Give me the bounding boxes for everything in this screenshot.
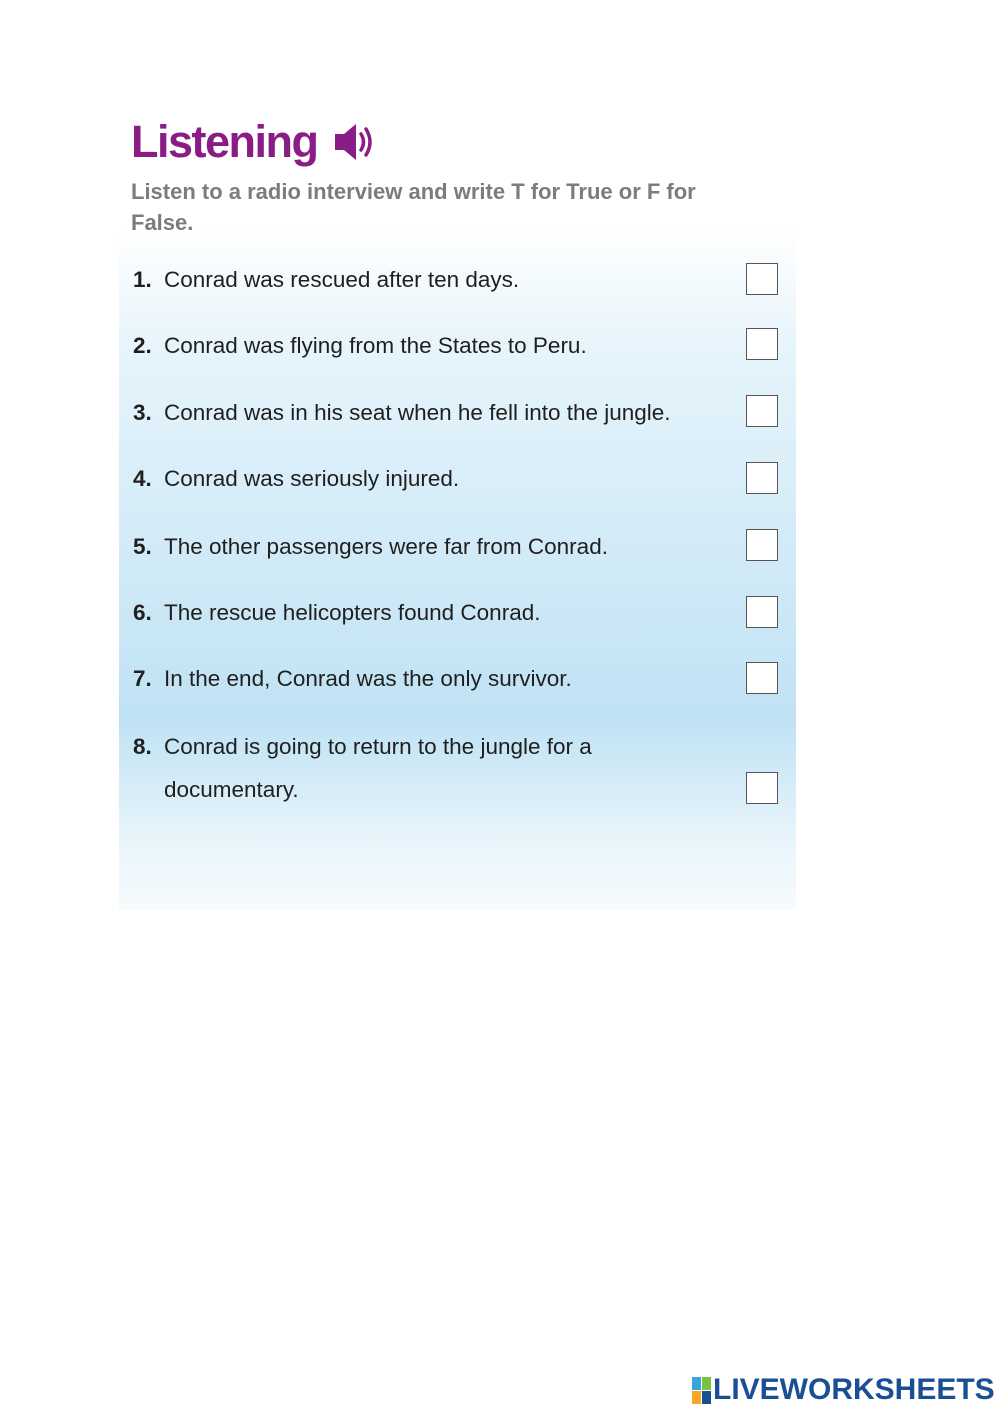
item-text: Conrad was seriously injured. [164, 466, 460, 491]
item-number: 6. [133, 600, 152, 625]
speaker-icon[interactable] [332, 120, 380, 164]
item-text: In the end, Conrad was the only survivor. [164, 666, 572, 691]
item-text: The other passengers were far from Conrad. [164, 534, 608, 559]
answer-box-3[interactable] [746, 395, 778, 427]
item-text: Conrad was in his seat when he fell into the jungle. [164, 400, 671, 425]
answer-box-7[interactable] [746, 662, 778, 694]
item-number: 4. [133, 466, 152, 491]
item-text: Conrad is going to return to the jungle for a documentary. [164, 734, 592, 802]
answer-box-8[interactable] [746, 772, 778, 804]
logo-icon [692, 1377, 710, 1403]
item-number: 7. [133, 666, 152, 691]
answer-box-1[interactable] [746, 263, 778, 295]
answer-box-4[interactable] [746, 462, 778, 494]
item-number: 5. [133, 534, 152, 559]
item-text: Conrad was flying from the States to Peru. [164, 333, 587, 358]
liveworksheets-logo [692, 1373, 995, 1407]
answer-box-5[interactable] [746, 529, 778, 561]
item-number: 3. [133, 400, 152, 425]
answer-box-2[interactable] [746, 328, 778, 360]
answer-box-6[interactable] [746, 596, 778, 628]
item-number: 1. [133, 267, 152, 292]
item-number: 2. [133, 333, 152, 358]
page-title [131, 116, 380, 168]
brand-name: LIVEWORKSHEETS [713, 1373, 995, 1406]
instructions: Listen to a radio interview and write T for True or F for False. [131, 179, 696, 235]
item-text: The rescue helicopters found Conrad. [164, 600, 541, 625]
item-number: 8. [133, 734, 152, 759]
item-text: Conrad was rescued after ten days. [164, 267, 520, 292]
title-text: Listening [131, 116, 318, 167]
